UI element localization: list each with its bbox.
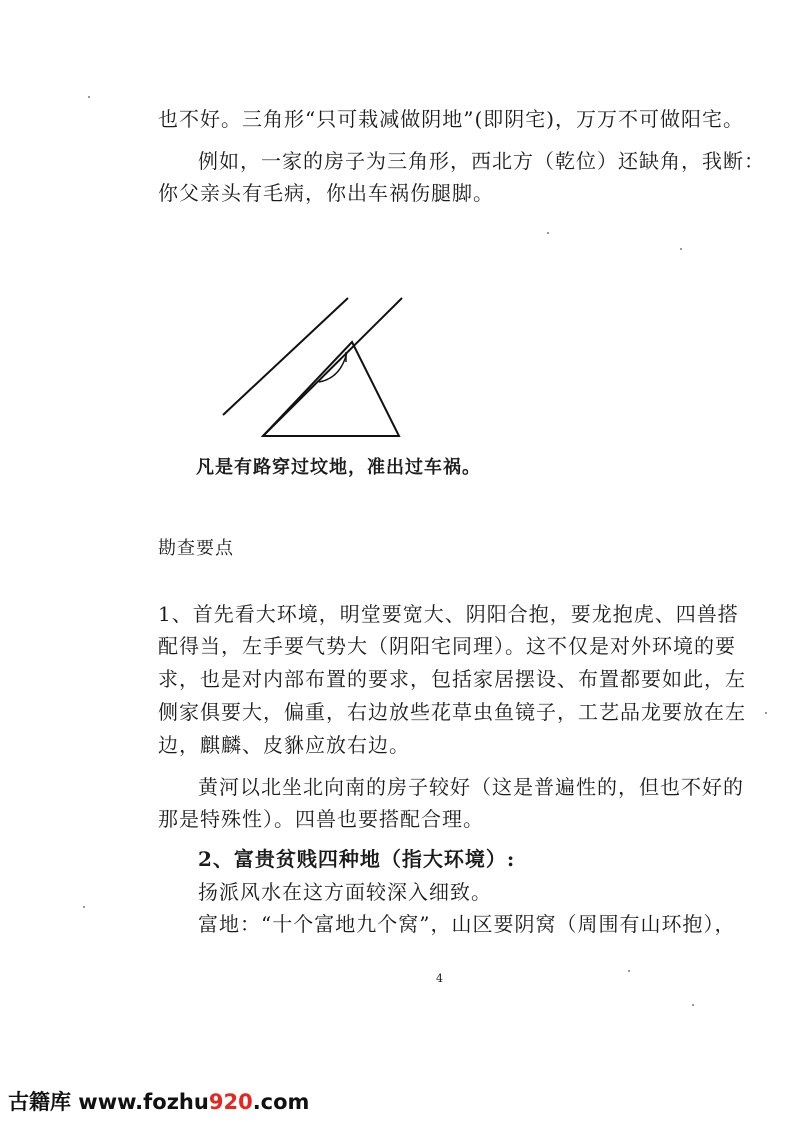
scan-speck [692, 1004, 694, 1006]
scan-speck [83, 906, 85, 908]
item2-line-2: 富地：“十个富地九个窝”，山区要阴窝（周围有山环抱）， [198, 912, 736, 936]
scan-speck [547, 232, 549, 234]
scan-speck [628, 970, 630, 972]
para1-line-1: 1、首先看大环境，明堂要宽大、阴阳合抱，要龙抱虎、四兽搭 [158, 602, 739, 626]
item2-title: 2、富贵贫贱四种地（指大环境）: [198, 847, 516, 871]
para1-line-4: 侧家俱要大，偏重，右边放些花草虫鱼镜子，工艺品龙要放在左 [158, 700, 746, 724]
figure-caption: 凡是有路穿过坟地，准出过车祸。 [196, 457, 481, 478]
watermark-prefix: 古籍库 www.fozhu [8, 1090, 209, 1114]
scan-speck [88, 96, 90, 98]
para2-line-1: 黄河以北坐北向南的房子较好（这是普遍性的，但也不好的 [198, 775, 744, 799]
scan-speck [765, 712, 767, 714]
text-line-2: 例如，一家的房子为三角形，西北方（乾位）还缺角，我断： [198, 149, 765, 173]
para1-line-2: 配得当，左手要气势大（阴阳宅同理）。这不仅是对外环境的要 [158, 634, 736, 658]
scan-speck [680, 248, 682, 250]
page-number: 4 [436, 972, 443, 985]
text-line-1: 也不好。三角形“只可栽减做阴地”(即阴宅)，万万不可做阳宅。 [158, 107, 745, 131]
para1-line-3: 求，也是对内部布置的要求，包括家居摆设、布置都要如此，左 [158, 667, 746, 691]
para2-line-2: 那是特殊性）。四兽也要搭配合理。 [158, 807, 484, 831]
item2-line-1: 扬派风水在这方面较深入细致。 [198, 880, 492, 904]
watermark-accent: 920 [208, 1090, 253, 1114]
road-line-left [223, 298, 348, 415]
triangle-grave [263, 342, 399, 436]
road-triangle-diagram [215, 290, 415, 440]
watermark-suffix: .com [252, 1090, 310, 1114]
site-watermark [8, 1086, 309, 1116]
text-line-3: 你父亲头有毛病，你出车祸伤腿脚。 [158, 181, 494, 205]
para1-line-5: 边，麒麟、皮貅应放右边。 [158, 733, 410, 757]
section-heading: 勘查要点 [158, 538, 234, 559]
